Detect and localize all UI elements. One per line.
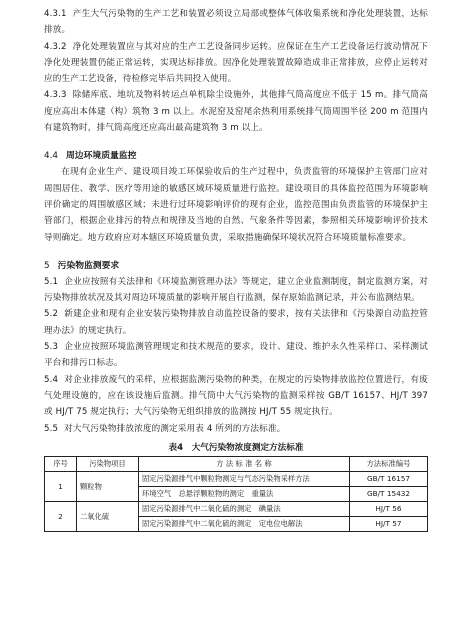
clause-5-1 (44, 274, 428, 307)
clause-number: 4.3.1 (44, 9, 67, 19)
clause-text: 产生大气污染物的生产工艺和装置必须设立局部或整体气体收集系统和净化处理装置，达标排放。 (44, 9, 428, 36)
clause-number: 4.3.3 (44, 90, 67, 101)
clause-text: 对企业排放废气的采样，应根据监测污染物的种类，在规定的污染物排放监控位置进行，有废气处理设施的，应在该设施后监测。排气筒中大气污染物的监测采样按 GB/T 16157、HJ/T 397 或 HJ/T 75 规定执行；大气污染物无组织排放的监测按 HJ/T 55 规定执行。 (44, 374, 428, 418)
table-caption: 表4 大气污染物浓度测定方法标准 (168, 442, 304, 453)
clause-text: 对大气污染物排放浓度的测定采用表 4 所列的方法标准。 (64, 423, 286, 434)
clause-5-5 (44, 421, 428, 437)
table-header-row (45, 456, 428, 471)
clause-number: 5.5 (44, 423, 59, 434)
clause-5-4 (44, 372, 428, 421)
method-cell: 固定污染源排气中二氧化硫的测定 碘量法 (139, 501, 350, 516)
clause-5-2 (44, 306, 428, 339)
code-cell: HJ/T 57 (350, 516, 428, 531)
clause-4-4-body: 在现有企业生产、建设项目竣工环保验收后的生产过程中，负责监管的环境保护主管部门应对周围居住、教学、医疗等用途的敏感区域环境质量进行监控。建设项目的具体监控范围为环境影响评价确定的周围敏感区域；未进行过环境影响评价的现有企业，监控范围由负责监管的环境保护主管部门，根据企业排污的特点和规律及当地的自然、气象条件等因素，参照相关环境影响评价技术导则确定。地方政府应对本辖区环境质量负责，采取措施确保环境状况符合环境质量标准要求。 (44, 167, 428, 243)
clause-number: 4.3.2 (44, 41, 67, 52)
section-heading-5 (44, 258, 428, 274)
header-cell: 方法标准编号 (350, 456, 428, 471)
header-cell: 序号 (45, 456, 77, 471)
table-row (45, 471, 428, 486)
pollutant-cell: 二氧化硫 (77, 501, 139, 531)
clause-text: 新建企业和现有企业安装污染物排放自动监控设备的要求，按有关法律和《污染源自动监控管理办法》的规定执行。 (44, 309, 428, 336)
clause-number: 5.4 (44, 374, 59, 385)
method-cell: 固定污染源排气中二氧化硫的测定 定电位电解法 (139, 516, 350, 531)
header-cell: 方 法 标 准 名 称 (139, 456, 350, 471)
clause-number: 5.2 (44, 309, 59, 320)
code-cell: HJ/T 56 (350, 501, 428, 516)
clause-5-3 (44, 339, 428, 372)
code-cell: GB/T 15432 (350, 486, 428, 501)
clause-text: 企业应按照环境监测管理规定和技术规范的要求，设计、建设、维护永久性采样口、采样测试平台和排污口标志。 (44, 342, 428, 369)
method-cell: 环境空气 总悬浮颗粒物的测定 重量法 (139, 486, 350, 501)
clause-number: 5.3 (44, 342, 59, 353)
clause-text: 除储库底、地坑及物料转运点单机除尘设施外，其他排气筒高度应不低于 15 m。排气筒高度应高出本体建（构）筑物 3 m 以上。水泥窑及窑尾余热利用系统排气筒周围半径 200 m 范围内有建筑物时，排气筒高度还应高出最高建筑物 3 m 以上。 (44, 90, 428, 134)
clause-4-3-2 (44, 39, 428, 88)
table-row (45, 501, 428, 516)
clause-4-3-3 (44, 87, 428, 136)
method-standards-table (44, 456, 428, 532)
code-cell: GB/T 16157 (350, 471, 428, 486)
pollutant-cell: 颗粒物 (77, 471, 139, 501)
clause-number: 5.1 (44, 276, 59, 287)
header-cell: 污染物项目 (77, 456, 139, 471)
method-cell: 固定污染源排气中颗粒物测定与气态污染物采样方法 (139, 471, 350, 486)
section-heading-4-4 (44, 148, 428, 164)
clause-text: 净化处理装置应与其对应的生产工艺设备同步运转。应保证在生产工艺设备运行波动情况下净化处理装置仍能正常运转，实现达标排放。因净化处理装置故障造成非正常排放，应停止运转对应的生产工艺设备，待检修完毕后共同投入使用。 (44, 41, 428, 85)
heading-number: 5 (44, 260, 50, 271)
clause-text: 企业应按照有关法律和《环境监测管理办法》等规定，建立企业监测制度，制定监测方案，对污染物排放状况及其对周边环境质量的影响开展自行监测，保存原始监测记录，并公布监测结果。 (44, 276, 428, 304)
row-number-cell: 1 (45, 471, 77, 501)
row-number-cell: 2 (45, 501, 77, 531)
heading-number: 4.4 (44, 151, 58, 162)
heading-title: 污染物监测要求 (57, 260, 120, 271)
heading-title: 周边环境质量监控 (66, 151, 137, 162)
clause-4-3-1 (44, 6, 428, 39)
